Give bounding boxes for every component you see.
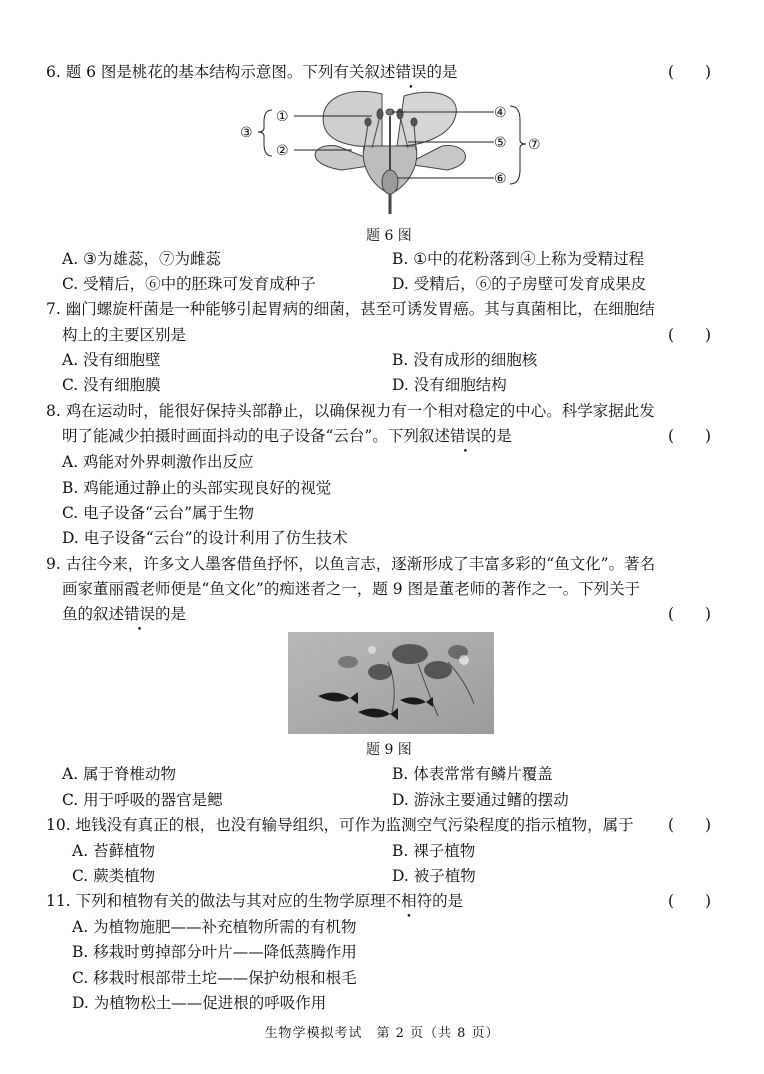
q7-stem-line1: 7. 幽门螺旋杆菌是一种能够引起胃病的细菌，甚至可诱发胃癌。其与真菌相比，在细胞结 — [46, 300, 655, 318]
q9-stem-line1: 9. 古往今来，许多文人墨客借鱼抒怀，以鱼言志，逐渐形成了丰富多彩的“鱼文化”。著名 — [46, 555, 656, 573]
q11-stem: 11. 下列和植物有关的做法与其对应的生物学原理不相符的是 — [46, 892, 464, 910]
q6-option-d: D. 受精后，⑥的子房壁可发育成果皮 — [392, 275, 647, 293]
q10-stem: 10. 地钱没有真正的根，也没有输导组织，可作为监测空气污染程度的指示植物，属于 — [46, 816, 634, 834]
q10-option-d: D. 被子植物 — [392, 867, 476, 885]
q8-option-c: C. 电子设备“云台”属于生物 — [62, 504, 255, 522]
q11-option-a: A. 为植物施肥——补充植物所需的有机物 — [72, 918, 357, 936]
q10-option-c: C. 蕨类植物 — [72, 867, 156, 885]
q11-answer-paren: ( ) — [668, 892, 712, 910]
label-7: ⑦ — [528, 137, 541, 153]
q7-option-c: C. 没有细胞膜 — [62, 376, 161, 394]
q9-option-d: D. 游泳主要通过鳍的摆动 — [392, 791, 569, 809]
q8-option-a: A. 鸡能对外界刺激作出反应 — [62, 453, 254, 471]
q8-option-b: B. 鸡能通过静止的头部实现良好的视觉 — [62, 479, 332, 497]
q10-answer-paren: ( ) — [668, 816, 712, 834]
q6-option-b: B. ①中的花粉落到④上称为受精过程 — [392, 250, 645, 268]
q7-option-b: B. 没有成形的细胞核 — [392, 351, 538, 369]
q10-option-b: B. 裸子植物 — [392, 842, 476, 860]
q9-answer-paren: ( ) — [668, 605, 712, 623]
q7-option-a: A. 没有细胞壁 — [62, 351, 161, 369]
q9-figure-caption: 题 9 图 — [366, 742, 412, 758]
q6-flower-figure — [232, 86, 552, 218]
q6-option-a: A. ③为雄蕊，⑦为雌蕊 — [62, 250, 221, 268]
q9-stem-line3: 鱼的叙述错误的是 — [62, 605, 187, 623]
q8-stem-line1: 8. 鸡在运动时，能很好保持头部静止，以确保视力有一个相对稳定的中心。科学家据此发 — [46, 402, 655, 420]
label-4: ④ — [494, 105, 507, 121]
q6-stem: 6. 题 6 图是桃花的基本结构示意图。下列有关叙述错误的是 — [46, 63, 458, 81]
q6-figure-caption: 题 6 图 — [366, 228, 412, 244]
label-6: ⑥ — [494, 171, 507, 187]
q11-option-b: B. 移栽时剪掉部分叶片——降低蒸腾作用 — [72, 943, 357, 961]
q9-stem-line2: 画家董丽霞老师便是“鱼文化”的痴迷者之一，题 9 图是董老师的著作之一。下列关于 — [62, 580, 641, 598]
q11-option-c: C. 移栽时根部带土坨——保护幼根和根毛 — [72, 969, 357, 987]
q7-stem-line2: 构上的主要区别是 — [62, 326, 187, 344]
flower-drawing — [315, 91, 465, 214]
q9-option-c: C. 用于呼吸的器官是鳃 — [62, 791, 223, 809]
label-1: ① — [276, 109, 289, 125]
label-2: ② — [276, 143, 289, 159]
q9-option-a: A. 属于脊椎动物 — [62, 765, 177, 783]
q7-answer-paren: ( ) — [668, 326, 712, 344]
q9-fish-painting — [288, 632, 494, 734]
q11-option-d: D. 为植物松土——促进根的呼吸作用 — [72, 994, 327, 1012]
q6-answer-paren: ( ) — [668, 63, 712, 81]
q8-answer-paren: ( ) — [668, 427, 712, 445]
q9-option-b: B. 体表常常有鳞片覆盖 — [392, 765, 553, 783]
q7-option-d: D. 没有细胞结构 — [392, 376, 507, 394]
label-5: ⑤ — [494, 135, 507, 151]
page-footer: 生物学模拟考试 第 2 页（共 8 页） — [264, 1026, 500, 1041]
label-3: ③ — [240, 125, 253, 141]
q8-option-d: D. 电子设备“云台”的设计利用了仿生技术 — [62, 529, 348, 547]
q8-stem-line2: 明了能减少拍摄时画面抖动的电子设备“云台”。下列叙述错误的是 — [62, 427, 512, 445]
q6-option-c: C. 受精后，⑥中的胚珠可发育成种子 — [62, 275, 316, 293]
q10-option-a: A. 苔藓植物 — [72, 842, 156, 860]
